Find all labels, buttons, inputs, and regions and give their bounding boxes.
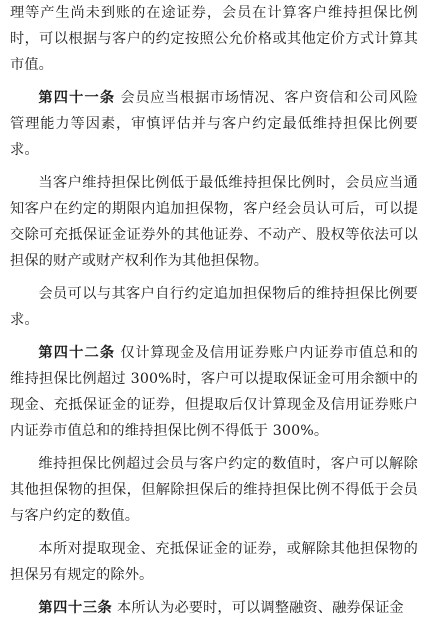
paragraph-7 (10, 536, 418, 588)
paragraph-text: 仅计算现金及信用证券账户内证券市值总和的维持担保比例超过 300%时，客户可以提取保证金可用余额中的现金、充抵保证金的证券，但提取后仅计算现金及信用证券账户内证券市值总和的维持担保比例不得低于 300%。 (10, 345, 418, 439)
paragraph-text: 本所认为必要时，可以调整融资、融券保证金 (117, 600, 404, 616)
article-43-paragraph (10, 595, 418, 621)
paragraph-1 (10, 0, 418, 78)
paragraph-text: 会员应当根据市场情况、客户资信和公司风险管理能力等因素，审慎评估并与客户约定最低维持担保比例要求。 (10, 90, 418, 158)
paragraph-text: 理等产生尚未到账的在途证券，会员在计算客户维持担保比例时，可以根据与客户的约定按照公允价格或其他定价方式计算其市值。 (10, 5, 418, 73)
article-number: 第四十一条 (38, 90, 116, 106)
paragraph-3 (10, 170, 418, 274)
article-number: 第四十三条 (38, 600, 113, 616)
paragraph-text: 当客户维持担保比例低于最低维持担保比例时，会员应当通知客户在约定的期限内追加担保物，客户经会员认可后，可以提交除可充抵保证金证券外的其他证券、不动产、股权等依法可以担保的财产或财产权利作为其他担保物。 (10, 175, 418, 269)
paragraph-text: 维持担保比例超过会员与客户约定的数值时，客户可以解除其他担保物的担保，但解除担保后的维持担保比例不得低于会员与客户约定的数值。 (10, 456, 418, 524)
paragraph-text: 本所对提取现金、充抵保证金的证券，或解除其他担保物的担保另有规定的除外。 (10, 541, 418, 583)
paragraph-6 (10, 451, 418, 529)
article-42-paragraph (10, 340, 418, 444)
article-41-paragraph (10, 85, 418, 163)
paragraph-4 (10, 281, 418, 333)
article-number: 第四十二条 (38, 345, 116, 361)
paragraph-text: 会员可以与其客户自行约定追加担保物后的维持担保比例要求。 (10, 286, 418, 328)
